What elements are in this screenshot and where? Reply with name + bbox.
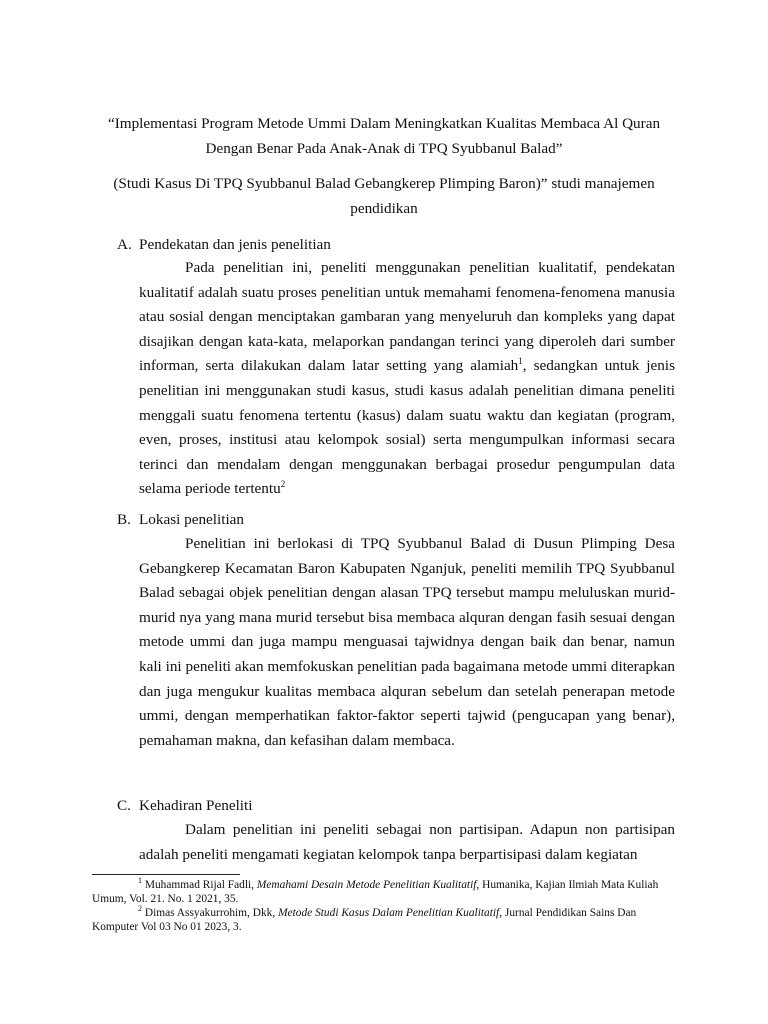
footnote-1: [92, 878, 676, 906]
section-heading-a: [117, 232, 331, 257]
section-letter: B.: [117, 511, 131, 528]
paragraph-text: Pada penelitian ini, peneliti menggunakan penelitian kualitatif, pendekatan kualitatif adalah suatu proses penelitian untuk memahami fenomena-fenomena manusia atau sosial dengan menciptakan gambaran yang menyeluruh dan kompleks yang dapat disajikan dengan kata-kata, melaporkan pandangan terinci yang diperoleh dari sumber informan, serta dilakukan dalam latar setting yang alamiah: [139, 259, 675, 375]
section-c-paragraph: Dalam penelitian ini peneliti sebagai non partisipan. Adapun non partisipan adalah peneliti mengamati kegiatan kelompok tanpa berpartisipasi dalam kegiatan: [139, 821, 675, 863]
footnote-source: , Humanika, Kajian Ilmiah Mata Kuliah Umum, Vol. 21. No. 1 2021, 35.: [92, 879, 659, 905]
document-subtitle: (Studi Kasus Di TPQ Syubbanul Balad Gebangkerep Plimping Baron)” studi manajemen pendidikan: [113, 175, 655, 217]
footnote-ref-2[interactable]: 2: [280, 479, 286, 490]
footnote-source: , Jurnal Pendidikan Sains Dan Komputer Vol 03 No 01 2023, 3.: [92, 907, 637, 933]
footnote-work-title: Memahami Desain Metode Penelitian Kualitatif: [256, 879, 477, 891]
section-b-paragraph: Penelitian ini berlokasi di TPQ Syubbanul Balad di Dusun Plimping Desa Gebangkerep Kecamatan Baron Kabupaten Nganjuk, peneliti memilih TPQ Syubbanul Balad sebagai objek penelitian dengan alasan TPQ tersebut mampu meluluskan murid-murid nya yang mana murid tersebut bisa membaca alquran dengan fasih sesuai dengan metode ummi dan juga mampu menguasai tajwidnya dengan baik dan benar, namun kali ini peneliti akan memfokuskan penelitian pada bagaimana metode ummi diterapkan dan juga mengukur kualitas membaca alquran sebelum dan setelah penerapan metode ummi, dengan memperhatikan faktor-faktor seperti tajwid (pengucapan yang benar), pemahaman makna, dan kefasihan dalam membaca.: [139, 535, 675, 749]
footnote-author: Dimas Assyakurrohim, Dkk,: [142, 907, 279, 919]
footnote-divider: [92, 874, 240, 875]
section-heading-c: [117, 793, 252, 818]
footnote-number: 2: [138, 904, 142, 914]
section-title: Kehadiran Peneliti: [139, 797, 253, 814]
section-title: Lokasi penelitian: [139, 511, 245, 528]
footnote-author: Muhammad Rijal Fadli,: [142, 879, 257, 891]
footnote-ref-1[interactable]: 1: [518, 356, 523, 367]
footnote-2: [92, 906, 676, 934]
footnote-work-title: Metode Studi Kasus Dalam Penelitian Kualitatif: [278, 907, 500, 919]
section-letter: C.: [117, 797, 131, 814]
paragraph-text: , sedangkan untuk jenis penelitian ini menggunakan studi kasus, studi kasus adalah penelitian dimana peneliti menggali suatu fenomena tertentu (kasus) dalam suatu waktu dan kegiatan (program, even, proses, institusi atau kelompok sosial) serta mengumpulkan informasi secara terinci dan mendalam dengan menggunakan berbagai prosedur pengumpulan data selama periode tertentu: [139, 357, 675, 498]
footnote-number: 1: [138, 876, 142, 886]
section-heading-b: [117, 507, 244, 532]
section-letter: A.: [117, 236, 132, 253]
section-a-paragraph: [139, 256, 675, 502]
document-title: “Implementasi Program Metode Ummi Dalam Meningkatkan Kualitas Membaca Al Quran Dengan Benar Pada Anak-Anak di TPQ Syubbanul Balad”: [107, 115, 661, 157]
section-title: Pendekatan dan jenis penelitian: [139, 236, 331, 253]
